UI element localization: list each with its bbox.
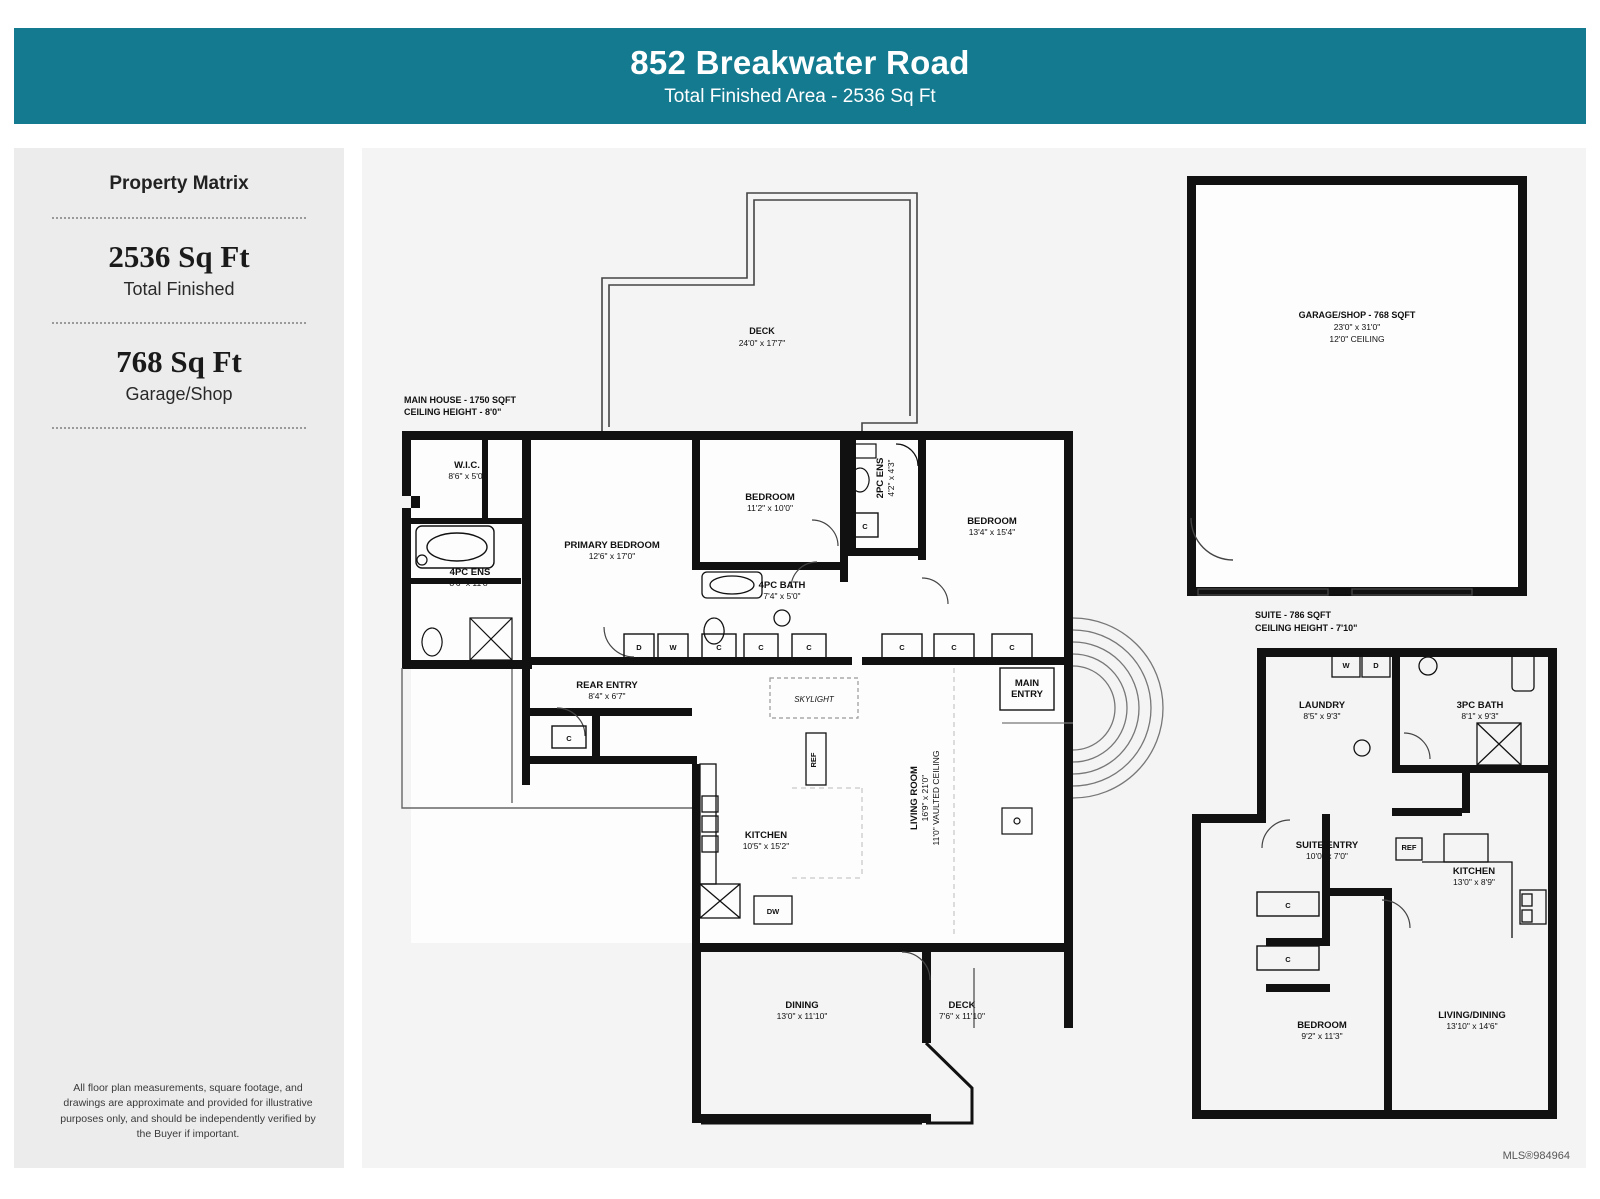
rear-entry-label: REAR ENTRY [576, 680, 638, 691]
divider-3 [52, 427, 306, 429]
garage-note-line2: 23'0" x 31'0" [1333, 322, 1381, 332]
floor-plan-canvas [362, 148, 1586, 1168]
kitchen-suite-label: KITCHEN [1452, 866, 1496, 877]
dryer-marker: D [636, 643, 642, 652]
bath-3pc-dims: 8'1" x 9'3" [1461, 711, 1499, 721]
wic-dims: 8'6" x 5'0" [448, 471, 486, 481]
disclaimer-text: All floor plan measurements, square footage, and drawings are approximate and provided for illustrative purposes only, and should be independently verified by the Buyer if important. [60, 1082, 316, 1140]
mls-number: MLS®984964 [1502, 1150, 1570, 1162]
primary-bedroom-label: PRIMARY BEDROOM [564, 540, 660, 551]
bath-4pc-label: 4PC BATH [758, 580, 806, 591]
closet-marker: C [566, 734, 572, 743]
deck-upper-label: DECK [749, 326, 775, 336]
bedroom-suite-label: BEDROOM [1297, 1020, 1347, 1031]
closet-marker: C [758, 643, 764, 652]
living-room-dims: 16'9" x 21'0" [920, 774, 930, 822]
bedroom-2-dims: 11'2" x 10'0" [747, 503, 793, 513]
garage-walls [1187, 176, 1527, 596]
divider-2 [52, 322, 306, 324]
fridge-marker: REF [809, 752, 818, 768]
divider-1 [52, 217, 306, 219]
bedroom-3-dims: 13'4" x 15'4" [968, 527, 1016, 537]
garage-shop-label: Garage/Shop [125, 384, 233, 404]
washer-marker: W [669, 643, 677, 652]
living-room-label: LIVING ROOM [909, 766, 920, 830]
total-finished-label: Total Finished [123, 279, 235, 299]
closet-marker: C [806, 643, 812, 652]
main-house-note-line2: CEILING HEIGHT - 8'0" [404, 407, 502, 417]
bath-4pc-dims: 7'4" x 5'0" [763, 591, 801, 601]
ens-2pc-label: 2PC ENS [875, 457, 886, 499]
suite-entry-label: SUITE ENTRY [1295, 840, 1359, 851]
bedroom-2-label: BEDROOM [745, 492, 795, 503]
closet-marker: C [1285, 955, 1291, 964]
dining-dims: 13'0" x 11'10" [776, 1011, 828, 1021]
garage-shop-value: 768 Sq Ft [116, 344, 242, 379]
deck-upper-dims: 24'0" x 17'7" [738, 338, 786, 348]
washer-marker: W [1342, 661, 1350, 670]
dryer-marker: D [1373, 661, 1379, 670]
wic-label: W.I.C. [454, 460, 480, 471]
kitchen-suite-dims: 13'0" x 8'9" [1453, 877, 1495, 887]
closet-marker: C [1285, 901, 1291, 910]
garage-note-line1: GARAGE/SHOP - 768 SQFT [1298, 310, 1416, 320]
kitchen-main-dims: 10'5" x 15'2" [742, 841, 790, 851]
primary-bedroom-dims: 12'6" x 17'0" [588, 551, 636, 561]
main-entry-label: MAIN [1014, 678, 1040, 689]
bath-3pc-label: 3PC BATH [1456, 700, 1504, 711]
bedroom-3-label: BEDROOM [967, 516, 1017, 527]
dishwasher-marker: DW [766, 907, 780, 916]
kitchen-main-label: KITCHEN [744, 830, 788, 841]
closet-marker: C [951, 643, 957, 652]
ens-2pc-dims: 4'2" x 4'3" [886, 459, 896, 497]
suite-note-line1: SUITE - 786 SQFT [1255, 610, 1332, 620]
closet-marker: C [1009, 643, 1015, 652]
main-entry-sub: ENTRY [1011, 689, 1043, 700]
living-room-ceiling: 11'0" VAULTED CEILING [931, 750, 941, 846]
bedroom-suite-dims: 9'2" x 11'3" [1301, 1031, 1343, 1041]
suite-entry-dims: 10'0" x 7'0" [1306, 851, 1348, 861]
property-matrix-title: Property Matrix [109, 173, 249, 194]
main-house-note-line1: MAIN HOUSE - 1750 SQFT [404, 395, 517, 405]
laundry-dims: 8'5" x 9'3" [1303, 711, 1341, 721]
deck-lower-label: DECK [948, 1000, 976, 1011]
closet-marker: C [899, 643, 905, 652]
page-subtitle: Total Finished Area - 2536 Sq Ft [664, 86, 936, 107]
dining-label: DINING [785, 1000, 819, 1011]
closet-marker: C [862, 522, 868, 531]
deck-lower-dims: 7'6" x 11'10" [939, 1011, 985, 1021]
ens-4pc-label: 4PC ENS [449, 567, 491, 578]
laundry-label: LAUNDRY [1298, 700, 1346, 711]
fridge-marker: REF [1401, 843, 1417, 852]
closet-marker: C [716, 643, 722, 652]
title-banner [14, 28, 1586, 124]
garage-note-line3: 12'0" CEILING [1329, 334, 1385, 344]
skylight-label: SKYLIGHT [794, 695, 834, 704]
page-title: 852 Breakwater Road [630, 44, 970, 81]
suite-note-line2: CEILING HEIGHT - 7'10" [1255, 623, 1358, 633]
living-dining-suite-dims: 13'10" x 14'6" [1446, 1021, 1498, 1031]
rear-entry-dims: 8'4" x 6'7" [588, 691, 626, 701]
property-matrix-panel [14, 148, 344, 1168]
living-dining-suite-label: LIVING/DINING [1438, 1010, 1506, 1021]
total-finished-value: 2536 Sq Ft [108, 239, 250, 274]
ens-4pc-dims: 8'6" x 11'8" [449, 578, 491, 588]
